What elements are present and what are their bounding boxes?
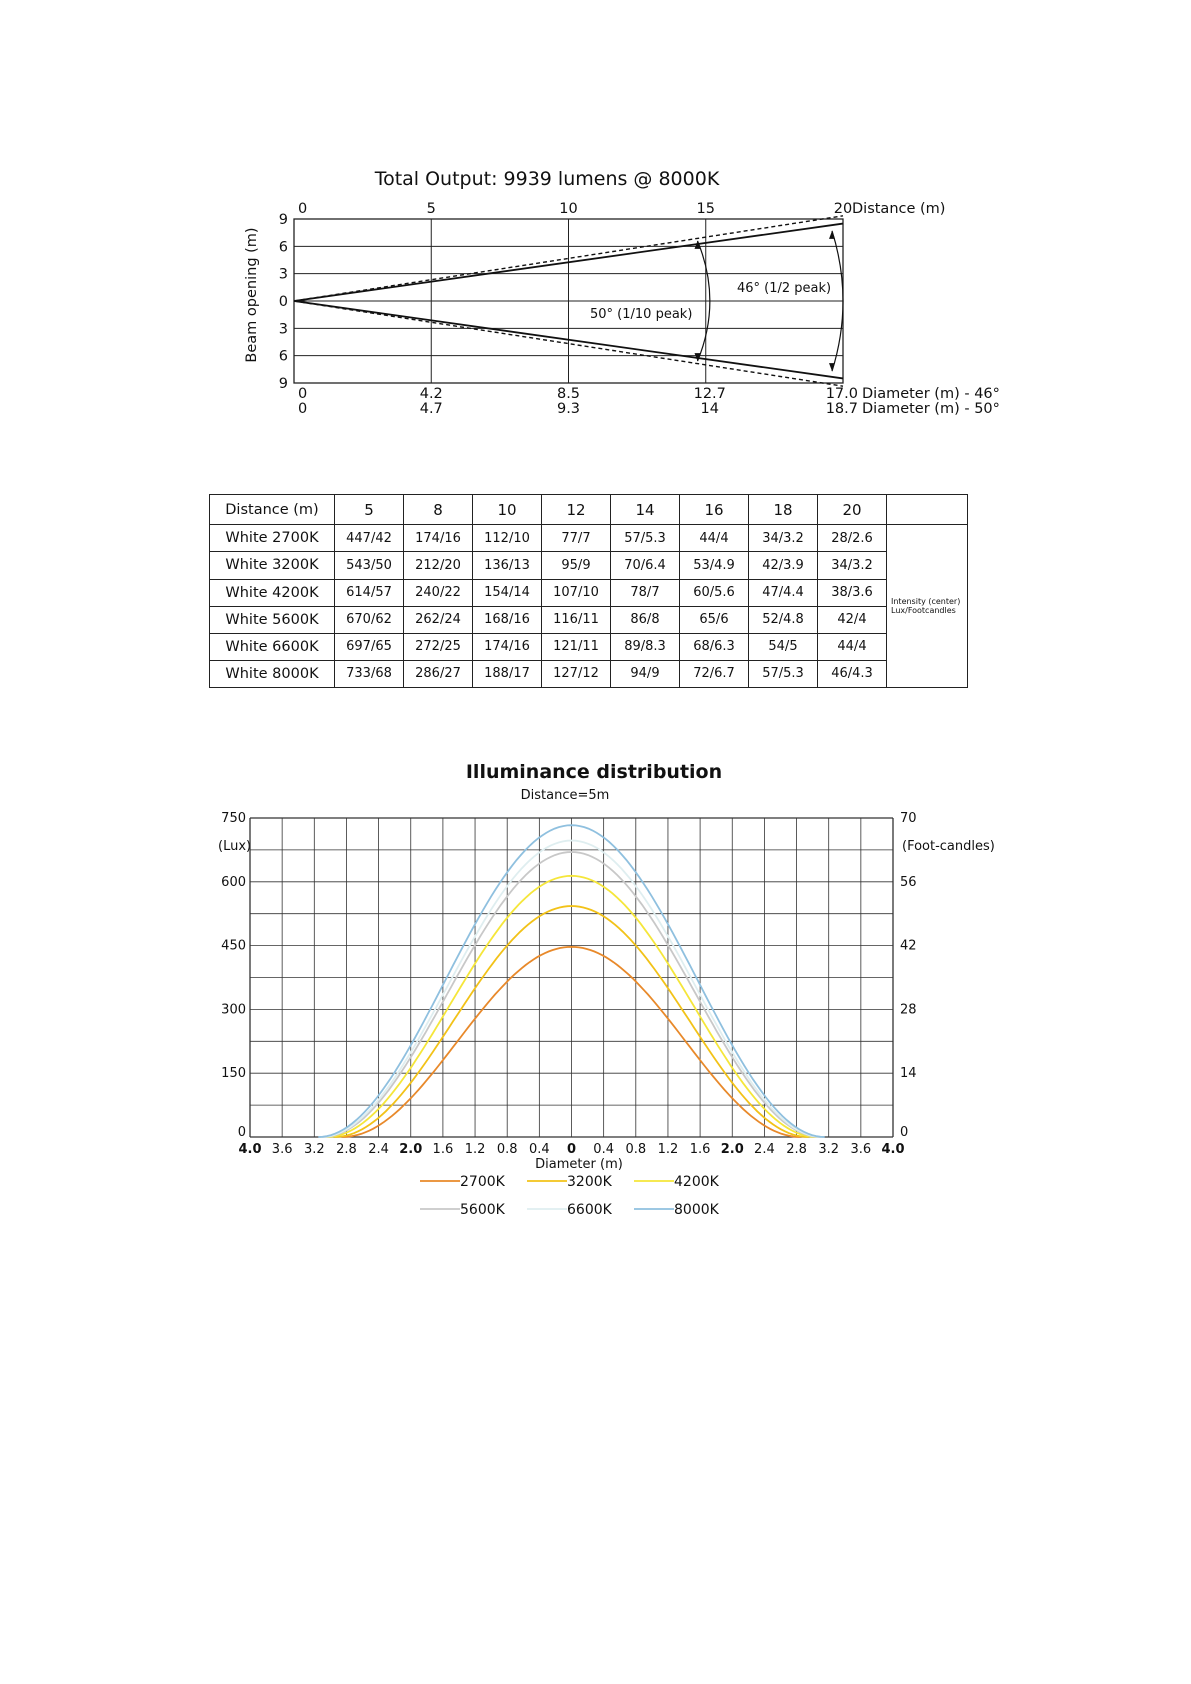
illuminance-subtitle: Distance=5m: [520, 788, 610, 803]
table-cell: 212/20: [404, 552, 473, 579]
table-cell: 46/4.3: [818, 660, 887, 687]
diameter-50-tick-label: 4.7: [419, 401, 443, 417]
beam-x-tick-label: 20: [833, 201, 853, 217]
table-cell: 47/4.4: [749, 579, 818, 606]
illum-fc-tick-label: 70: [900, 811, 917, 826]
beam-x-tick-label: 0: [298, 201, 308, 217]
row-label-cell: White 6600K: [210, 633, 335, 660]
illum-x-tick-label: 3.6: [850, 1142, 872, 1157]
table-cell: 136/13: [473, 552, 542, 579]
illuminance-title: Illuminance distribution: [465, 761, 723, 783]
legend-label: 8000K: [674, 1202, 719, 1218]
table-header-cell: 16: [680, 495, 749, 525]
table-header-cell: Distance (m): [210, 495, 335, 525]
table-cell: 28/2.6: [818, 525, 887, 552]
beam-y-tick-label: 0: [278, 294, 288, 310]
table-cell: 54/5: [749, 633, 818, 660]
row-label-cell: White 4200K: [210, 579, 335, 606]
illum-x-tick-label: 3.6: [271, 1142, 293, 1157]
beam-chart-title: Total Output: 9939 lumens @ 8000K: [374, 168, 720, 190]
table-cell: 94/9: [611, 660, 680, 687]
table-cell: 86/8: [611, 606, 680, 633]
diameter-50-tick-label: 0: [298, 401, 308, 417]
lux-axis-label: (Lux): [218, 839, 252, 854]
table-cell: 154/14: [473, 579, 542, 606]
beam-y-axis-label: Beam opening (m): [244, 227, 260, 363]
illum-x-tick-label: 2.4: [368, 1142, 389, 1157]
table-cell: 42/4: [818, 606, 887, 633]
illum-x-tick-label: 4.0: [881, 1142, 905, 1157]
table-cell: 89/8.3: [611, 633, 680, 660]
table-cell: 107/10: [542, 579, 611, 606]
table-header-cell: 12: [542, 495, 611, 525]
table-cell: 262/24: [404, 606, 473, 633]
table-cell: 447/42: [335, 525, 404, 552]
illum-x-tick-label: 2.4: [754, 1142, 775, 1157]
table-cell: 286/27: [404, 660, 473, 687]
table-cell: 272/25: [404, 633, 473, 660]
table-cell: 697/65: [335, 633, 404, 660]
table-header-cell: 20: [818, 495, 887, 525]
table-cell: 68/6.3: [680, 633, 749, 660]
table-cell: 121/11: [542, 633, 611, 660]
table-cell: 72/6.7: [680, 660, 749, 687]
table-cell: 188/17: [473, 660, 542, 687]
illum-fc-tick-label: 42: [900, 938, 917, 954]
table-cell: 670/62: [335, 606, 404, 633]
footcandle-axis-label: (Foot-candles): [902, 839, 995, 854]
illum-fc-tick-label: 14: [900, 1066, 917, 1082]
diameter-46-tick-label: 12.7: [693, 386, 726, 402]
table-cell: 240/22: [404, 579, 473, 606]
illum-x-tick-label: 0.4: [529, 1142, 550, 1157]
tenth-peak-label: 50° (1/10 peak): [590, 307, 693, 322]
table-cell: 127/12: [542, 660, 611, 687]
illum-x-tick-label: 0.4: [593, 1142, 614, 1157]
beam-y-tick-label: 9: [278, 212, 288, 228]
table-cell: 95/9: [542, 552, 611, 579]
illum-x-tick-label: 2.8: [786, 1142, 807, 1157]
illum-lux-tick-label: 300: [221, 1002, 246, 1018]
table-cell: 168/16: [473, 606, 542, 633]
illum-x-tick-label: 4.0: [238, 1142, 262, 1157]
table-header-cell: 10: [473, 495, 542, 525]
table-cell: 52/4.8: [749, 606, 818, 633]
diameter-label-46: Diameter (m) - 46°: [862, 386, 1000, 402]
diameter-axis-label: Diameter (m): [535, 1157, 623, 1172]
table-header-cell: 18: [749, 495, 818, 525]
table-header-cell: 14: [611, 495, 680, 525]
beam-y-tick-label: 3: [278, 266, 288, 283]
row-label-cell: White 8000K: [210, 660, 335, 687]
legend-label: 6600K: [567, 1202, 612, 1218]
diameter-label-50: Diameter (m) - 50°: [862, 401, 1000, 417]
legend-label: 4200K: [674, 1174, 719, 1190]
table-header-cell: 8: [404, 495, 473, 525]
half-peak-label: 46° (1/2 peak): [737, 281, 832, 296]
beam-y-tick-label: 3: [278, 321, 288, 338]
illum-x-tick-label: 1.2: [464, 1142, 486, 1157]
table-cell: 57/5.3: [611, 525, 680, 552]
intensity-note-line: Intensity (center): [891, 597, 961, 607]
illum-x-tick-label: 2.8: [336, 1142, 357, 1157]
illum-x-tick-label: 1.6: [689, 1142, 711, 1157]
illum-fc-tick-label: 0: [900, 1125, 909, 1140]
illum-x-tick-label: 3.2: [818, 1142, 840, 1157]
illum-x-tick-label: 0: [566, 1142, 577, 1157]
row-label-cell: White 5600K: [210, 606, 335, 633]
table-cell: 57/5.3: [749, 660, 818, 687]
diameter-46-tick-label: 4.2: [419, 386, 443, 402]
table-cell: 543/50: [335, 552, 404, 579]
table-cell: 53/4.9: [680, 552, 749, 579]
table-cell: 34/3.2: [749, 525, 818, 552]
illum-x-tick-label: 0.8: [496, 1142, 518, 1157]
legend-label: 5600K: [460, 1202, 505, 1218]
illum-x-tick-label: 1.2: [657, 1142, 679, 1157]
table-cell: 38/3.6: [818, 579, 887, 606]
table-cell: 174/16: [404, 525, 473, 552]
intensity-note-line: Lux/Footcandles: [891, 606, 956, 616]
illum-x-tick-label: 3.2: [303, 1142, 325, 1157]
diameter-46-tick-label: 8.5: [556, 386, 581, 402]
diameter-46-tick-label: 0: [298, 386, 308, 402]
table-cell: 116/11: [542, 606, 611, 633]
table-cell: 78/7: [611, 579, 680, 606]
table-cell: 60/5.6: [680, 579, 749, 606]
beam-x-axis-label: Distance (m): [852, 201, 946, 217]
table-header-cell: 5: [335, 495, 404, 525]
illum-fc-tick-label: 56: [900, 874, 917, 890]
diameter-50-tick-label: 9.3: [556, 401, 581, 417]
illum-x-tick-label: 0.8: [625, 1142, 647, 1157]
diameter-50-tick-label: 18.7: [825, 401, 858, 417]
illum-x-tick-label: 1.6: [432, 1142, 454, 1157]
diameter-50-tick-label: 14: [700, 401, 719, 417]
illum-x-tick-label: 2.0: [720, 1142, 744, 1157]
illum-fc-tick-label: 28: [900, 1002, 917, 1018]
table-cell: 112/10: [473, 525, 542, 552]
illum-lux-tick-label: 150: [221, 1066, 246, 1082]
beam-y-tick-label: 9: [278, 376, 288, 392]
illum-lux-tick-label: 450: [221, 938, 246, 954]
beam-y-tick-label: 6: [278, 239, 288, 256]
illum-x-tick-label: 2.0: [399, 1142, 423, 1157]
illum-lux-tick-label: 600: [221, 874, 246, 890]
beam-y-tick-label: 6: [278, 348, 288, 365]
table-cell: 44/4: [818, 633, 887, 660]
illum-lux-tick-label: 0: [237, 1125, 246, 1140]
beam-x-tick-label: 10: [559, 201, 578, 217]
table-cell: 42/3.9: [749, 552, 818, 579]
table-cell: 65/6: [680, 606, 749, 633]
table-cell: 733/68: [335, 660, 404, 687]
table-cell: 614/57: [335, 579, 404, 606]
legend-label: 3200K: [567, 1174, 612, 1190]
row-label-cell: White 2700K: [210, 525, 335, 552]
illum-lux-tick-label: 750: [221, 811, 246, 826]
table-cell: 44/4: [680, 525, 749, 552]
table-cell: 174/16: [473, 633, 542, 660]
beam-x-tick-label: 5: [426, 201, 436, 217]
table-cell: 34/3.2: [818, 552, 887, 579]
row-label-cell: White 3200K: [210, 552, 335, 579]
table-cell: 77/7: [542, 525, 611, 552]
legend-label: 2700K: [460, 1174, 505, 1190]
table-cell: 70/6.4: [611, 552, 680, 579]
diameter-46-tick-label: 17.0: [825, 386, 858, 402]
beam-x-tick-label: 15: [696, 201, 715, 217]
